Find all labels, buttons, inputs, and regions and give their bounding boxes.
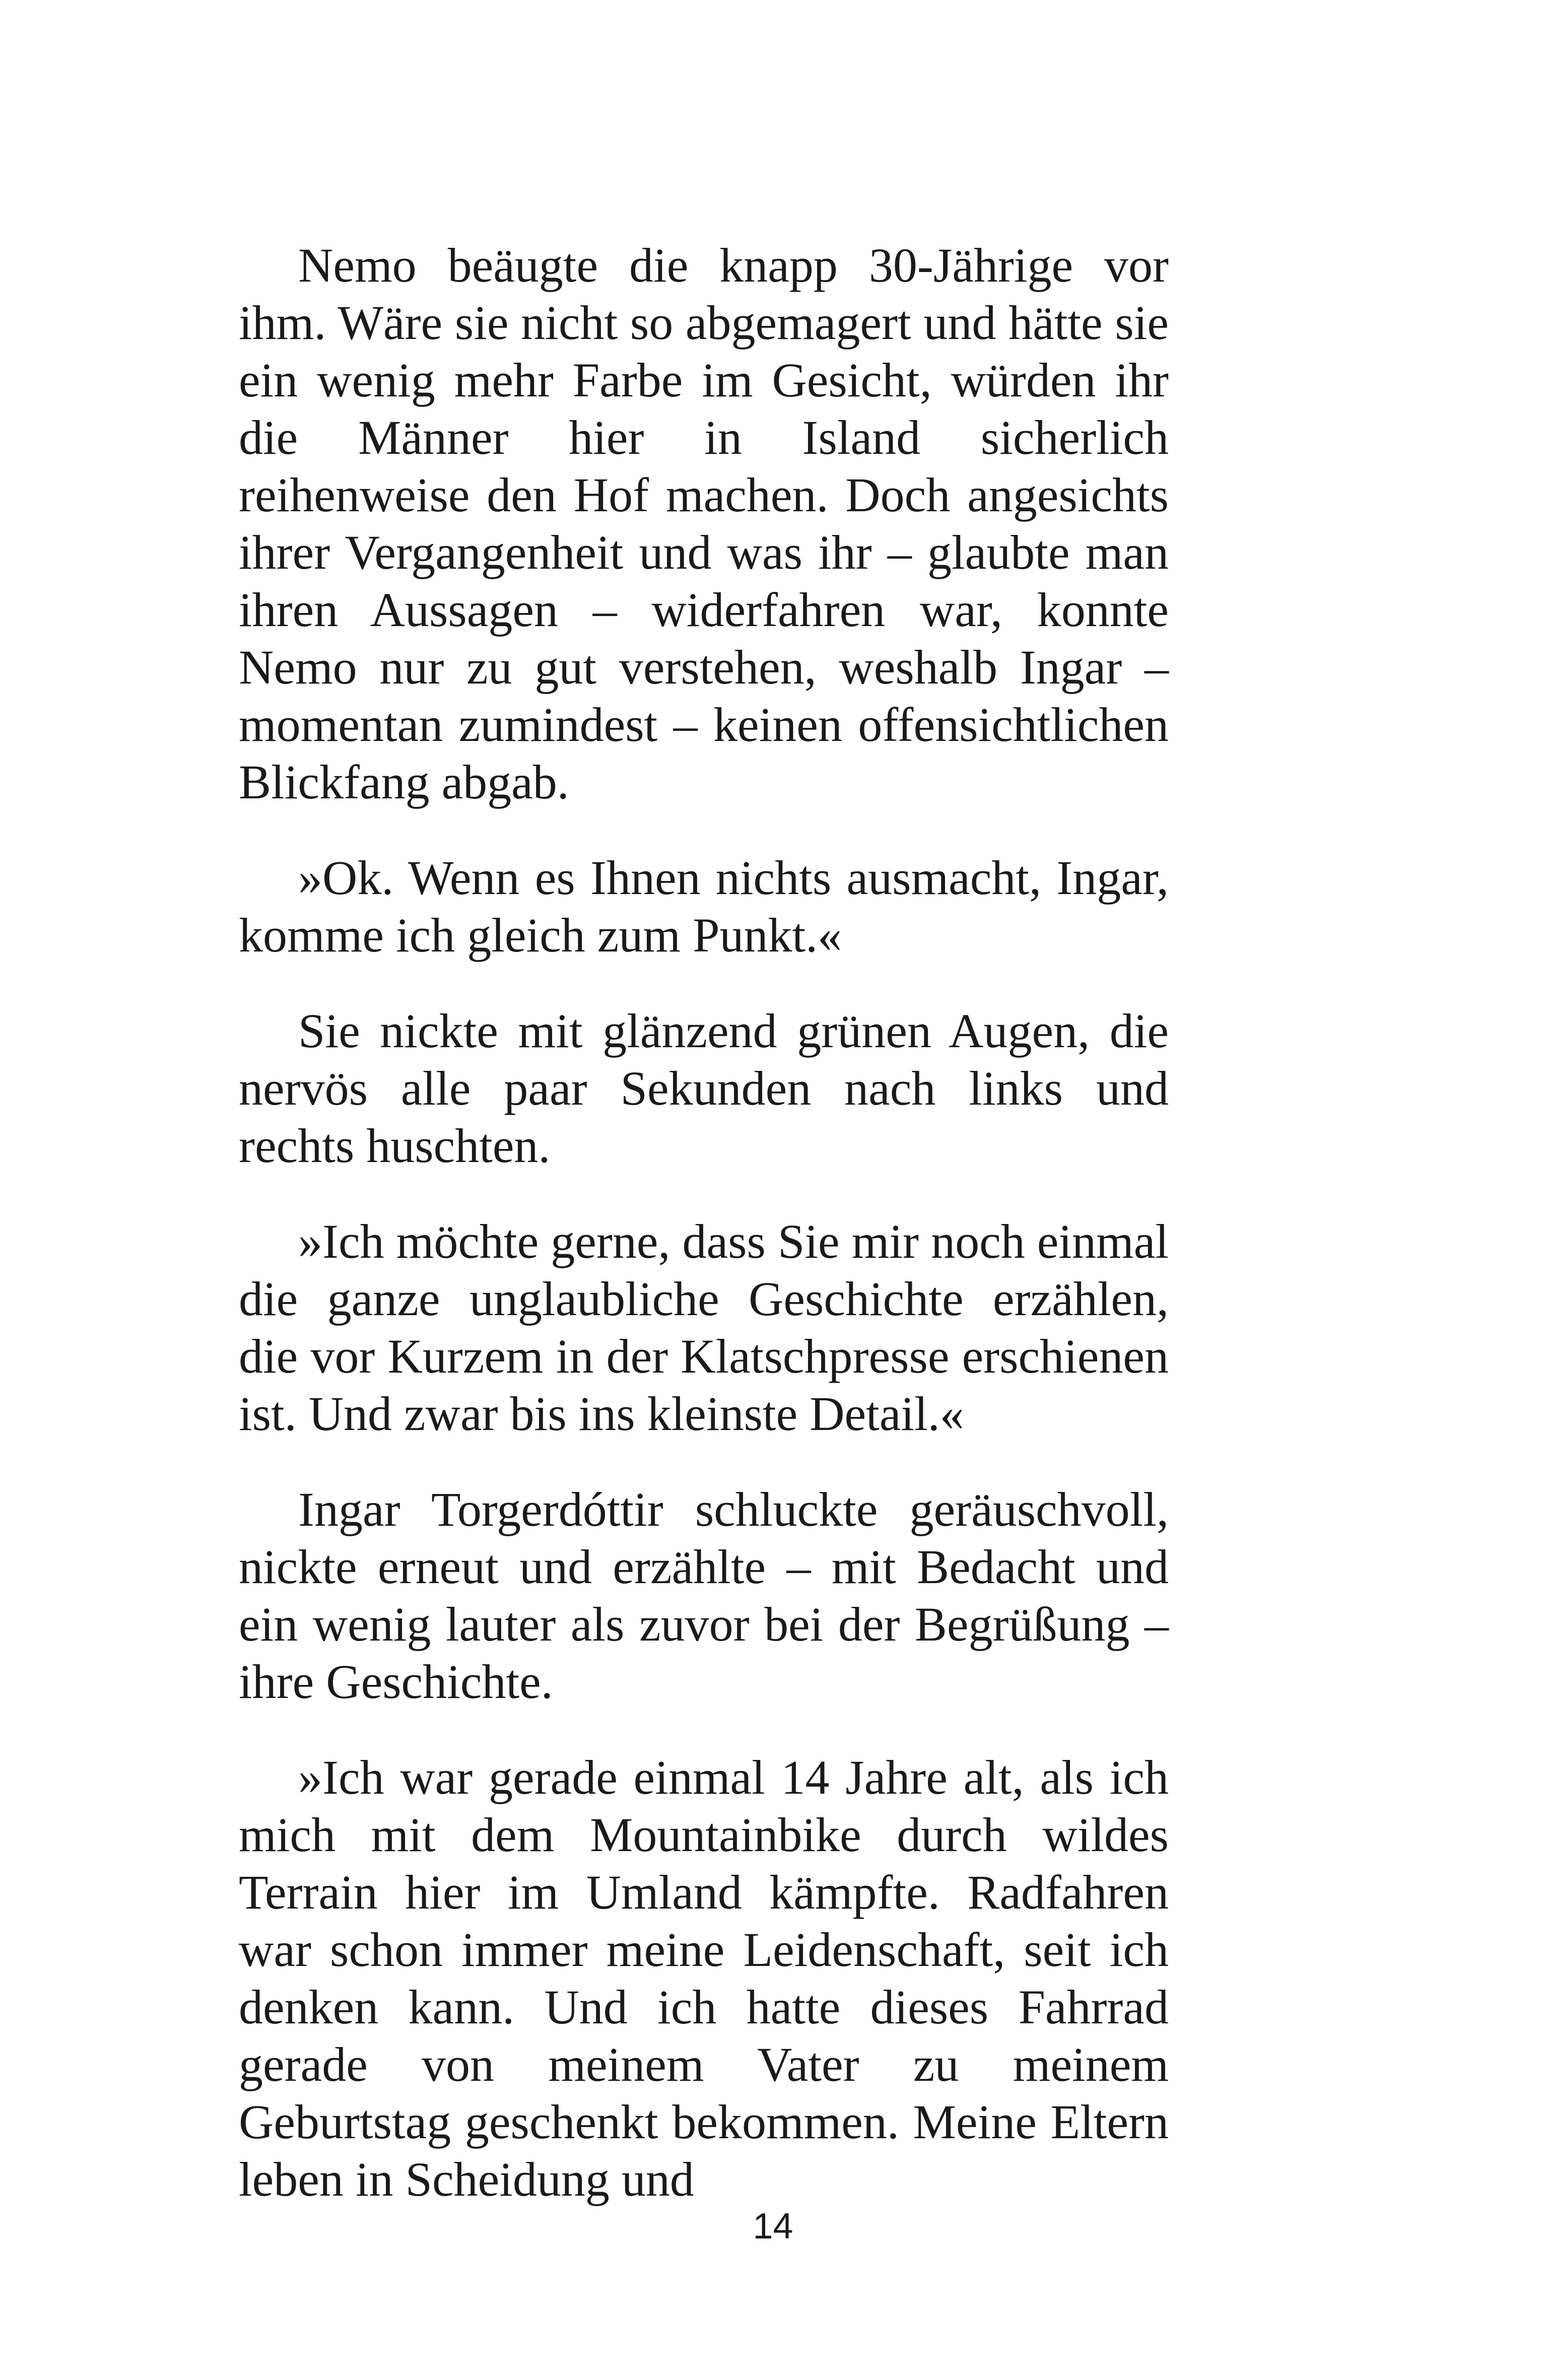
body-text (239, 237, 1169, 2208)
paragraph-1: Nemo beäugte die knapp 30-Jährige vor ihm. Wäre sie nicht so abgemagert und hätte sie ein wenig mehr Farbe im Gesicht, würden ihr die Männer hier in Island sicherlich reihenweise den Hof machen. Doch angesichts ihrer Vergangenheit und was ihr – glaubte man ihren Aussagen – widerfahren war, konnte Nemo nur zu gut verstehen, weshalb Ingar – momentan zumindest – keinen offensichtlichen Blickfang abgab. (239, 238, 1169, 809)
paragraph-5: Ingar Torgerdóttir schluckte geräuschvoll, nickte erneut und erzählte – mit Bedacht und ein wenig lauter als zuvor bei der Begrüßung – ihre Geschichte. (239, 1482, 1169, 1709)
paragraph-2: »Ok. Wenn es Ihnen nichts ausmacht, Ingar, komme ich gleich zum Punkt.« (239, 851, 1169, 962)
paragraph-6: »Ich war gerade einmal 14 Jahre alt, als ich mich mit dem Mountainbike durch wildes Terrain hier im Umland kämpfte. Radfahren war schon immer meine Leidenschaft, seit ich denken kann. Und ich hatte dieses Fahrrad gerade von meinem Vater zu meinem Geburtstag geschenkt bekommen. Meine Eltern leben in Scheidung und (239, 1750, 1169, 2206)
paragraph-3: Sie nickte mit glänzend grünen Augen, die nervös alle paar Sekunden nach links und rechts huschten. (239, 1004, 1169, 1173)
page-number: 14 (753, 2206, 793, 2247)
paragraph-4: »Ich möchte gerne, dass Sie mir noch einmal die ganze unglaubliche Geschichte erzählen, die vor Kurzem in der Klatschpresse erschienen ist. Und zwar bis ins kleinste Detail.« (239, 1214, 1169, 1441)
